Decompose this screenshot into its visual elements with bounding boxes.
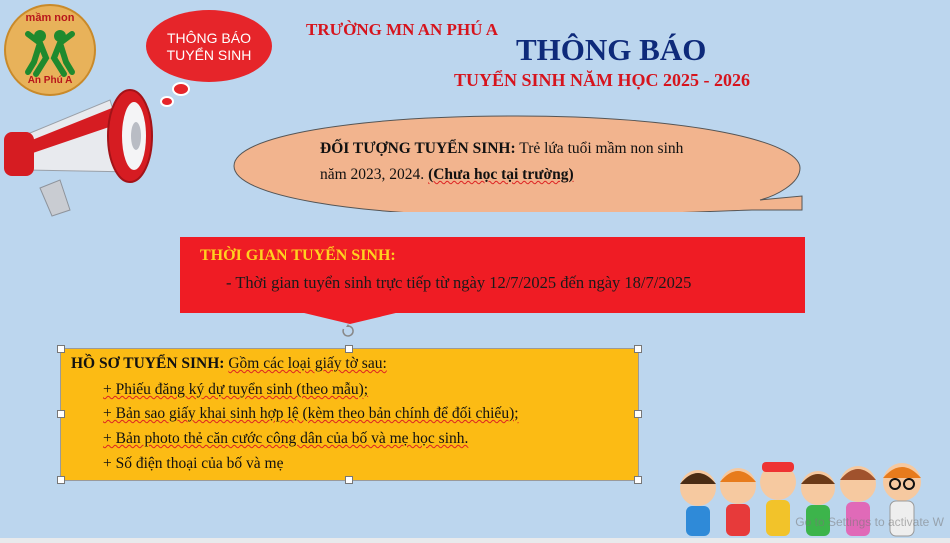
resize-handle[interactable] [345,345,353,353]
bubble-dot [160,96,174,107]
bubble-line-1: THÔNG BÁO [166,30,251,46]
megaphone-icon [0,60,200,220]
target-text-2: năm 2023, 2024. [320,166,425,183]
documents-item: + Phiếu đăng ký dự tuyển sinh (theo mẫu); [103,381,369,398]
documents-header-line [71,355,387,373]
logo-bottom-text: An Phú A [27,75,73,86]
page-subtitle: TUYỂN SINH NĂM HỌC 2025 - 2026 [454,70,751,90]
resize-handle[interactable] [57,476,65,484]
documents-textbox[interactable] [60,348,639,481]
documents-item: + Bản photo thẻ căn cước công dân của bố và mẹ học sinh. [103,430,469,447]
documents-item: + Bản sao giấy khai sinh hợp lệ (kèm theo bản chính để đối chiếu); [103,405,519,422]
resize-handle[interactable] [634,410,642,418]
enrollment-time-box [180,237,805,313]
rotate-handle-icon[interactable] [341,324,355,338]
resize-handle[interactable] [345,476,353,484]
resize-handle[interactable] [634,476,642,484]
bubble-dot [172,82,190,96]
bubble-line-2: TUYỂN SINH [166,47,252,63]
target-note: (Chưa học tại trường) [428,166,574,183]
activation-watermark: Go to Settings to activate W [795,515,944,529]
logo-top-text: mầm non [25,12,75,24]
resize-handle[interactable] [634,345,642,353]
resize-handle[interactable] [57,410,65,418]
resize-handle[interactable] [57,345,65,353]
announcement-bubble [146,10,272,82]
bottom-scrollbar[interactable] [0,538,950,543]
page-title: THÔNG BÁO [516,32,707,67]
documents-label: HỒ SƠ TUYỂN SINH: [71,355,225,372]
time-heading: THỜI GIAN TUYỂN SINH: [200,247,396,264]
target-label: ĐỐI TƯỢNG TUYỂN SINH: [320,140,516,157]
documents-item: + Số điện thoại của bố và mẹ [103,455,284,472]
target-text-1: Trẻ lứa tuổi mầm non sinh [519,140,684,157]
documents-intro: Gồm các loại giấy tờ sau: [228,355,387,372]
target-callout [230,112,804,212]
school-name: TRƯỜNG MN AN PHÚ A [306,20,499,39]
callout-pointer [300,312,400,324]
time-body: - Thời gian tuyển sinh trực tiếp từ ngày 12/7/2025 đến ngày 18/7/2025 [226,273,692,292]
